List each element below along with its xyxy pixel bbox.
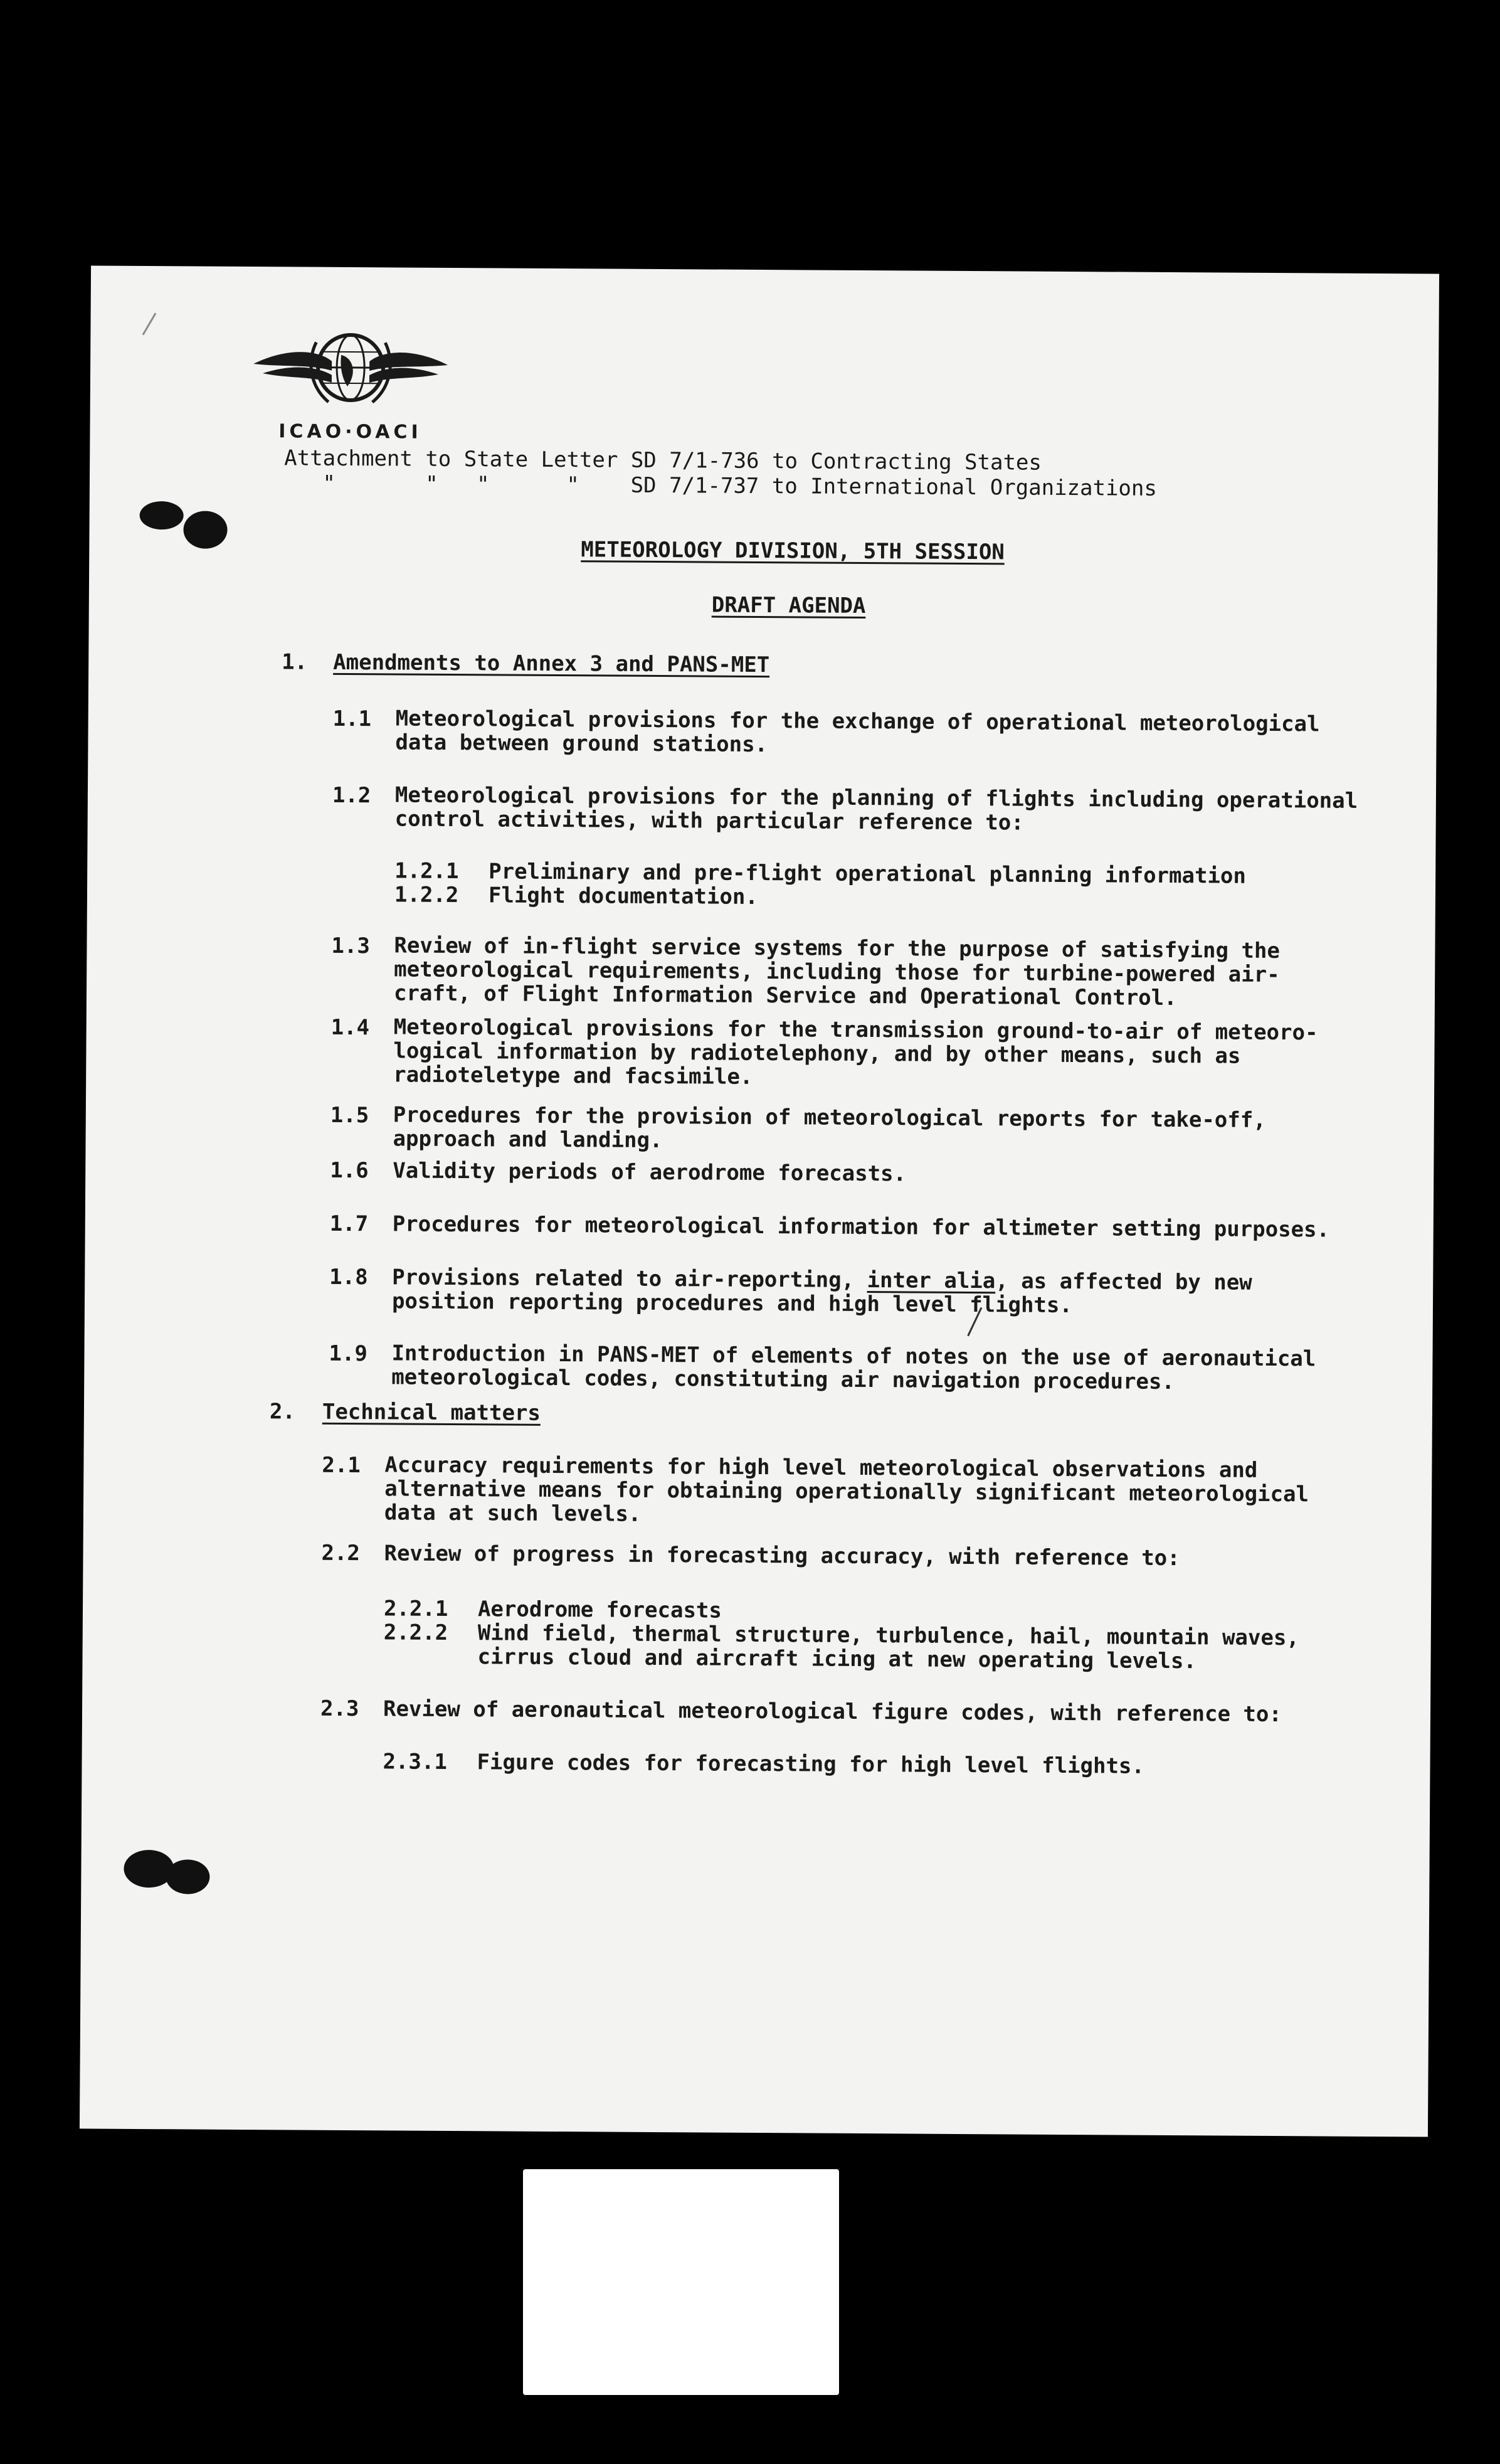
item-number: 1.9 — [329, 1341, 368, 1367]
subitem-text: Wind field, thermal structure, turbulence, hail, mountain waves, — [477, 1620, 1299, 1651]
item-number: 1.8 — [329, 1264, 368, 1290]
item-number: 1.2 — [332, 782, 371, 809]
item-line: meteorological codes, constituting air navigation procedures. — [391, 1364, 1175, 1395]
item-line: Procedures for meteorological information for altimeter setting purposes. — [392, 1211, 1330, 1243]
item-number: 1.6 — [330, 1157, 369, 1184]
agenda-item — [395, 783, 1358, 836]
item-line: Meteorological provisions for the transmission ground-to-air of meteoro- — [393, 1014, 1318, 1046]
subitem-number: 2.3.1 — [383, 1749, 448, 1775]
subitem-number: 1.2.1 — [394, 858, 459, 884]
margin-mark — [142, 313, 173, 345]
item-line: Introduction in PANS-MET of elements of notes on the use of aeronautical — [391, 1341, 1316, 1372]
agenda-title: DRAFT AGENDA — [711, 592, 866, 619]
section-number: 1. — [282, 649, 308, 675]
item-line: approach and landing. — [393, 1126, 663, 1154]
item-line: data between ground stations. — [395, 730, 768, 758]
agenda-item — [393, 1015, 1318, 1092]
item-number: 2.3 — [320, 1696, 359, 1722]
item-number: 1.5 — [330, 1102, 369, 1128]
subitem-number: 2.2.2 — [383, 1620, 448, 1645]
item-line: Review of in-flight service systems for the purpose of satisfying the — [394, 933, 1280, 964]
blank-label-card — [523, 2169, 839, 2395]
item-number: 1.1 — [332, 706, 372, 732]
item-line: meteorological requirements, including those for turbine-powered air- — [394, 957, 1280, 988]
agenda-item — [393, 1103, 1265, 1156]
item-line: Review of aeronautical meteorological figure codes, with reference to: — [383, 1696, 1282, 1728]
item-number: 1.7 — [329, 1211, 369, 1237]
division-title: METEOROLOGY DIVISION, 5TH SESSION — [581, 537, 1005, 565]
item-number: 1.4 — [330, 1014, 370, 1041]
subitem-text: Figure codes for forecasting for high level flights. — [477, 1750, 1145, 1779]
attachment-line-1: Attachment to State Letter SD 7/1-736 to Contracting States — [284, 445, 1042, 475]
item-text: , as affected by new — [995, 1268, 1252, 1295]
subitem-text: Flight documentation. — [488, 883, 758, 910]
item-line: Meteorological provisions for the planning of flights including operational — [394, 782, 1358, 814]
subitem-text: cirrus cloud and aircraft icing at new operating levels. — [477, 1644, 1196, 1674]
attachment-line-2: " " " " SD 7/1-737 to International Organizations — [283, 470, 1158, 501]
item-number: 2.1 — [322, 1452, 361, 1479]
icao-logo — [246, 304, 454, 450]
agenda-item — [395, 706, 1319, 760]
emphasis-text: inter alia — [867, 1268, 996, 1294]
item-line: radioteletype and facsimile. — [393, 1062, 753, 1090]
svg-text:ICAO·OACI: ICAO·OACI — [278, 420, 422, 443]
section-number: 2. — [269, 1399, 296, 1425]
ink-smudge — [183, 511, 227, 548]
item-line: alternative means for obtaining operationally significant meteorological — [384, 1476, 1309, 1507]
item-line: Meteorological provisions for the exchange of operational meteorological — [395, 706, 1320, 737]
item-line: data at such levels. — [384, 1500, 642, 1527]
section-heading: Amendments to Annex 3 and PANS-MET — [333, 649, 770, 678]
subitem-number: 1.2.2 — [394, 882, 459, 908]
item-line: control activities, with particular reference to: — [394, 806, 1024, 836]
item-number: 1.3 — [331, 933, 371, 959]
ink-smudge — [140, 501, 184, 529]
ink-smudge — [166, 1859, 209, 1894]
agenda-item — [394, 933, 1280, 1011]
subitem-number: 2.2.1 — [383, 1596, 448, 1622]
item-line: position reporting procedures and high level flights. — [391, 1288, 1073, 1319]
section-heading: Technical matters — [322, 1399, 541, 1426]
item-line: Validity periods of aerodrome forecasts. — [393, 1158, 907, 1187]
item-line: Procedures for the provision of meteorological reports for take-off, — [393, 1102, 1266, 1133]
agenda-item — [384, 1453, 1309, 1530]
item-line: Review of progress in forecasting accuracy, with reference to: — [384, 1541, 1180, 1571]
document-page — [80, 265, 1439, 2137]
subitem-text: Aerodrome forecasts — [477, 1596, 722, 1623]
item-number: 2.2 — [321, 1540, 361, 1566]
icao-emblem-icon — [246, 304, 454, 450]
agenda-item — [391, 1341, 1316, 1394]
item-line: craft, of Flight Information Service and Operational Control. — [393, 980, 1177, 1011]
subitem-text: Preliminary and pre-flight operational planning information — [489, 859, 1247, 889]
item-line: Accuracy requirements for high level meteorological observations and — [384, 1452, 1258, 1483]
item-text: Provisions related to air-reporting, — [392, 1265, 867, 1293]
item-line: logical information by radiotelephony, and by other means, such as — [393, 1038, 1241, 1069]
